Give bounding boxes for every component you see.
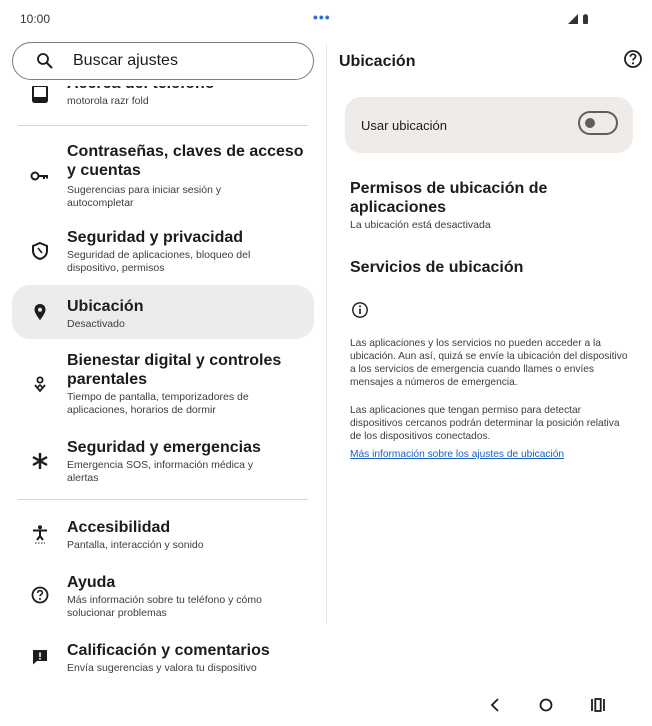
location-pin-icon bbox=[30, 302, 50, 322]
learn-more-link[interactable]: Más información sobre los ajustes de ubicación bbox=[350, 449, 565, 460]
list-item-safety-emergency[interactable] bbox=[12, 438, 314, 488]
page-title: Ubicación bbox=[339, 53, 416, 70]
phone-icon bbox=[30, 84, 50, 104]
key-icon bbox=[30, 166, 50, 186]
list-item-subtitle: Tiempo de pantalla, temporizadores de aplicaciones, horarios de dormir bbox=[67, 391, 249, 416]
divider bbox=[18, 125, 308, 126]
app-permissions-title: Permisos de ubicación de aplicaciones bbox=[350, 180, 548, 216]
list-item-subtitle: Más información sobre tu teléfono y cómo solucionar problemas bbox=[67, 594, 262, 619]
search-placeholder: Buscar ajustes bbox=[73, 52, 178, 69]
search-icon bbox=[35, 51, 55, 71]
recents-icon[interactable] bbox=[587, 694, 609, 716]
help-circle-icon bbox=[30, 585, 50, 605]
list-item-title: Bienestar digital y controles parentales bbox=[67, 352, 282, 388]
location-detail-pane bbox=[327, 38, 652, 678]
use-location-toggle[interactable] bbox=[578, 111, 618, 135]
help-icon[interactable] bbox=[623, 49, 643, 69]
info-paragraph-1: Las aplicaciones y los servicios no pueden acceder a la ubicación. Aun así, quizá se envíe la ubicación del dispositivo a los servicios de emergencia cuando llames o envíes mensajes a números de emergencia. bbox=[350, 338, 628, 388]
status-icons bbox=[568, 12, 596, 30]
toggle-thumb bbox=[585, 118, 595, 128]
list-item-subtitle: Sugerencias para iniciar sesión y autocompletar bbox=[67, 184, 222, 209]
list-item-title: Seguridad y privacidad bbox=[67, 229, 244, 246]
list-item-location[interactable] bbox=[12, 285, 314, 339]
location-services[interactable]: Servicios de ubicación bbox=[350, 259, 524, 276]
list-item-passwords[interactable] bbox=[12, 142, 314, 212]
asterisk-icon bbox=[30, 451, 50, 471]
list-item-subtitle: Pantalla, interacción y sonido bbox=[67, 539, 204, 551]
feedback-icon bbox=[30, 647, 50, 667]
battery-icon bbox=[583, 14, 588, 24]
info-icon bbox=[351, 301, 369, 319]
status-bar bbox=[0, 0, 652, 38]
home-icon[interactable] bbox=[535, 694, 557, 716]
search-input[interactable] bbox=[12, 42, 314, 80]
list-item-subtitle: Emergencia SOS, información médica y alertas bbox=[67, 459, 254, 484]
signal-icon bbox=[568, 14, 578, 24]
app-permissions-subtitle: La ubicación está desactivada bbox=[350, 219, 491, 231]
accessibility-icon bbox=[30, 524, 50, 544]
list-item-title: Accesibilidad bbox=[67, 519, 171, 536]
divider bbox=[18, 499, 308, 500]
list-item-title: Calificación y comentarios bbox=[67, 642, 270, 659]
list-item-feedback[interactable] bbox=[12, 641, 314, 675]
list-item-help[interactable] bbox=[12, 573, 314, 623]
list-item-title: Ubicación bbox=[67, 298, 144, 315]
info-paragraph-2: Las aplicaciones que tengan permiso para detectar dispositivos cercanos podrán determinar la posición relativa de los dispositivos conectados. bbox=[350, 405, 620, 442]
list-item-digital-wellbeing[interactable] bbox=[12, 351, 314, 421]
list-item-title: Ayuda bbox=[67, 574, 116, 591]
list-item-subtitle: Envía sugerencias y valora tu dispositivo bbox=[67, 662, 257, 674]
list-item-subtitle: Desactivado bbox=[67, 318, 125, 330]
wellbeing-icon bbox=[30, 375, 50, 395]
navigation-bar bbox=[0, 684, 652, 726]
back-icon[interactable] bbox=[484, 694, 506, 716]
list-item-security-privacy[interactable] bbox=[12, 228, 314, 278]
shield-icon bbox=[30, 241, 50, 261]
list-item-title: Contraseñas, claves de acceso y cuentas bbox=[67, 143, 304, 179]
use-location-label: Usar ubicación bbox=[361, 118, 447, 133]
settings-list-pane bbox=[0, 38, 326, 678]
list-item-subtitle: Seguridad de aplicaciones, bloqueo del dispositivo, permisos bbox=[67, 249, 251, 274]
use-location-card[interactable] bbox=[345, 97, 633, 153]
status-time: 10:00 bbox=[20, 12, 51, 26]
list-item-accessibility[interactable] bbox=[12, 518, 314, 552]
list-item-subtitle: motorola razr fold bbox=[67, 95, 149, 107]
multitask-dots-icon[interactable]: ••• bbox=[313, 9, 331, 25]
list-item-title: Seguridad y emergencias bbox=[67, 439, 261, 456]
